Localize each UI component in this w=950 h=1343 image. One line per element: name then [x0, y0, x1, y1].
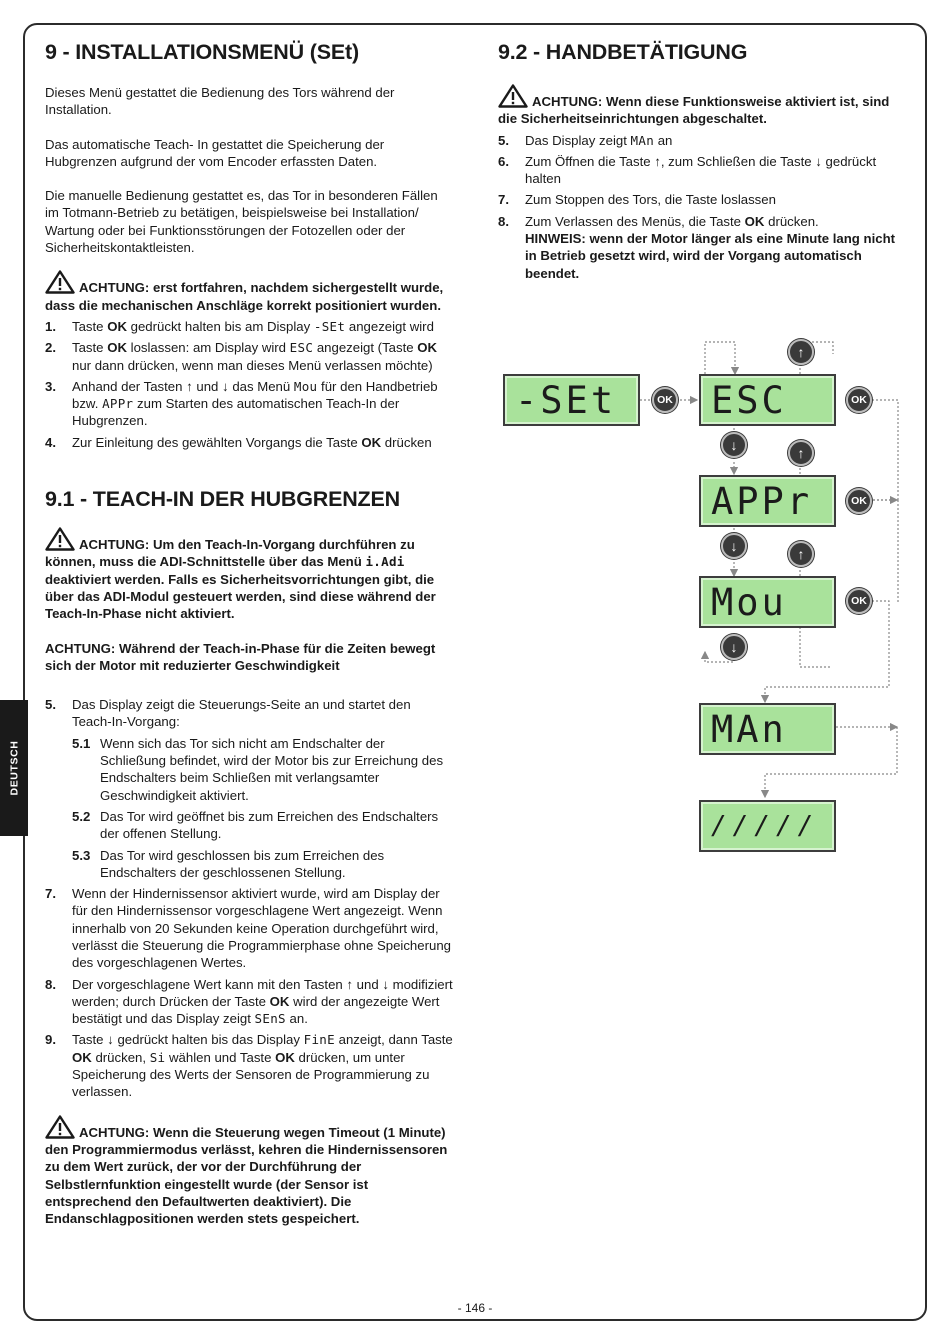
display-code: i.Adi	[365, 554, 405, 570]
ok-button[interactable]: OK	[846, 588, 872, 614]
list-item: 2. Taste OK loslassen: am Display wird ESC angezeigt (Taste OK nur dann drücken, wenn man dieses Menü verlassen möchte)	[45, 340, 438, 373]
down-arrow-button[interactable]: ↓	[721, 432, 747, 458]
lcd-display-appr: APPr	[699, 475, 836, 527]
intro-paragraph-3: Die manuelle Bedienung gestattet es, das Tor in besonderen Fällen im Totmann-Betrieb zu betätigen, beispielsweise bei Installation/ Wartung oder bei Funktionsstörungen der Fotozellen oder der Sicherheitskontaktleisten.	[45, 188, 438, 256]
up-arrow-button[interactable]: ↑	[788, 440, 814, 466]
down-arrow-button[interactable]: ↓	[721, 533, 747, 559]
list-item: 4. Zur Einleitung des gewählten Vorgangs die Taste OK drücken	[45, 434, 432, 450]
up-arrow-button[interactable]: ↑	[788, 339, 814, 365]
warning-block-2: ACHTUNG: Um den Teach-In-Vorgang durchführen zu können, muss die ADI-Schnittstelle über das Menü i.Adi deaktiviert werden. Falls es Sicherheitsvorrichtungen gibt, die über das ADI-Modul gesteuert werden, sind diese während der Teach-In-Phase nicht aktiviert.	[45, 527, 453, 622]
lcd-display-set: -SEt	[503, 374, 640, 426]
display-code: Mou	[293, 378, 318, 394]
warning-block-1: ACHTUNG: erst fortfahren, nachdem sichergestellt wurde, dass die mechanischen Anschläge korrekt positioniert wurden.	[45, 270, 453, 314]
display-code: Si	[149, 1049, 166, 1065]
page-number: - 146 -	[457, 1301, 493, 1315]
display-code: MAn	[630, 132, 655, 148]
display-code: SEnS	[254, 1011, 286, 1027]
warning-block-4: ACHTUNG: Wenn die Steuerung wegen Timeout (1 Minute) den Programmiermodus verlässt, kehren die Hindernissensoren zu dem Wert zurück, der vor der Durchführung der Selbstlernfunktion eingestellt wurde (der Sensor ist entsprechend den Defaultwerten deaktiviert). Die Endanschlagpositionen werden stets gespeichert.	[45, 1115, 453, 1228]
list-item: 3. Anhand der Tasten ↑ und ↓ das Menü Mou für den Handbetrieb bzw. APPr zum Starten des automatischen Teach-In der Hubgrenzen.	[45, 378, 438, 429]
warning-triangle-icon	[45, 1115, 75, 1139]
list-item: 1. Taste OK gedrückt halten bis am Display -SEt angezeigt wird	[45, 318, 434, 334]
install-steps-list	[45, 318, 453, 451]
display-code: ESC	[289, 340, 314, 356]
left-column	[45, 38, 453, 1231]
manual-steps-list	[498, 132, 908, 282]
ok-button[interactable]: OK	[846, 387, 872, 413]
warning-triangle-icon	[498, 84, 528, 108]
lcd-display-esc: ESC	[699, 374, 836, 426]
substeps-list	[72, 735, 453, 881]
list-item: 8. Der vorgeschlagene Wert kann mit den Tasten ↑ und ↓ modifiziert werden; durch Drücken der Taste OK wird der angezeigte Wert bestätigt und das Display zeigt SEnS an.	[45, 976, 453, 1027]
warning-triangle-icon	[45, 270, 75, 294]
warning-block-manual: ACHTUNG: Wenn diese Funktionsweise aktiviert ist, sind die Sicherheitseinrichtungen abgeschaltet.	[498, 84, 908, 128]
list-item: 5.1 Wenn sich das Tor sich nicht am Endschalter der Schließung befindet, wird der Motor bis zur Erreichung des Endschalters beim Schließen mit verlangsamter Geschwindigkeit aktiviert.	[72, 735, 444, 803]
display-code: APPr	[102, 396, 134, 412]
lcd-display-mou: Mou	[699, 576, 836, 628]
list-item: 9. Taste ↓ gedrückt halten bis das Display FinE anzeigt, dann Taste OK drücken, Si wählen und Taste OK drücken, um unter Speicherung des Werts der Sensoren de Programmierung zu verlassen.	[45, 1032, 453, 1100]
note-text: HINWEIS: wenn der Motor länger als eine Minute lang nicht in Betrieb gesetzt wird, wird der Vorgang automatisch beendet.	[525, 231, 896, 281]
lcd-display-man: MAn	[699, 703, 836, 755]
list-item: 6. Zum Öffnen die Taste ↑, zum Schließen die Taste ↓ gedrückt halten	[498, 153, 877, 187]
intro-paragraph-2: Das automatische Teach- In gestattet die Speicherung der Hubgrenzen aufgrund der vom Encoder erfassten Daten.	[45, 136, 385, 169]
language-tab: DEUTSCH	[0, 700, 28, 836]
list-item: 5.2 Das Tor wird geöffnet bis zum Erreichen des Endschalters der offenen Stellung.	[72, 808, 439, 842]
teach-in-steps-list	[45, 696, 453, 1101]
list-item: 7. Wenn der Hindernissensor aktiviert wurde, wird am Display der für den Hindernissensor vorgeschlagene Wert angezeigt. Wenn innerhalb von 20 Sekunden keine Operation durchgeführt wird, verlässt die Steuerung die Programmierphase ohne Speicherung des vorgeschlagenen Wertes.	[45, 886, 451, 971]
ok-button[interactable]: OK	[846, 488, 872, 514]
list-item: 5. Das Display zeigt die Steuerungs-Seite an und startet den Teach-In-Vorgang: 5.1 Wenn sich das Tor sich nicht am Endschalter der Schließung befindet, wird der Motor bis zur Erreichung des Endschalters beim Schließen mit verlangsamter Geschwindigkeit aktiviert. 5.2 Das Tor wird geöffnet bis zum Erreichen des Endschalters der offenen Stellung. 5.3 Das Tor wird geschlossen bis zum Erreichen des Endschalters der geschlossenen Stellung.	[45, 696, 453, 881]
lcd-display-progress: /////	[699, 800, 836, 852]
warning-triangle-icon	[45, 527, 75, 551]
display-code: FinE	[303, 1032, 335, 1048]
subsection-title-teach-in: 9.1 - TEACH-IN DER HUBGRENZEN	[45, 487, 400, 512]
list-item: 7. Zum Stoppen des Tors, die Taste loslassen	[498, 192, 776, 208]
menu-flow-diagram	[500, 322, 920, 862]
right-column	[498, 38, 908, 286]
list-item: 5. Das Display zeigt MAn an	[498, 132, 673, 148]
up-arrow-button[interactable]: ↑	[788, 541, 814, 567]
intro-paragraph-1: Dieses Menü gestattet die Bedienung des Tors während der Installation.	[45, 85, 395, 118]
list-item: 8. Zum Verlassen des Menüs, die Taste OK drücken. HINWEIS: wenn der Motor länger als eine Minute lang nicht in Betrieb gesetzt wird, wird der Vorgang automatisch beendet.	[498, 213, 896, 281]
list-item: 5.3 Das Tor wird geschlossen bis zum Erreichen des Endschalters der geschlossenen Stellung.	[72, 847, 385, 880]
down-arrow-button[interactable]: ↓	[721, 634, 747, 660]
section-title-manual: 9.2 - HANDBETÄTIGUNG	[498, 40, 748, 64]
section-title: 9 - INSTALLATIONSMENÜ (SEt)	[45, 40, 359, 64]
warning-block-3: ACHTUNG: Während der Teach-in-Phase für die Zeiten bewegt sich der Motor mit reduzierter Geschwindigkeit	[45, 640, 436, 673]
display-code: -SEt	[313, 318, 346, 334]
ok-button[interactable]: OK	[652, 387, 678, 413]
